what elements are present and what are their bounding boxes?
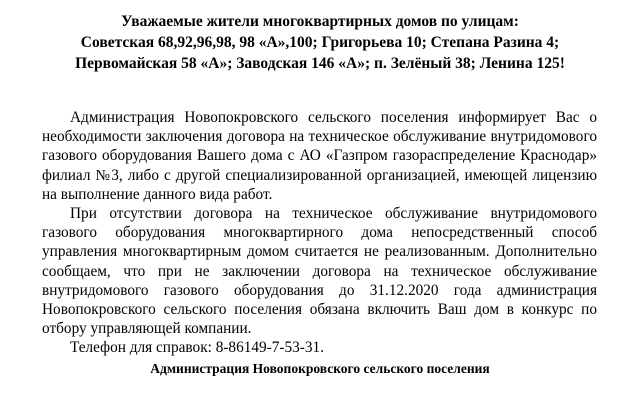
notice-heading — [0, 11, 640, 74]
paragraph-contract-info: Администрация Новопокровского сельского поселения информирует Вас о необходимости заключения договора на техническое обслуживание внутридомового газового оборудования Вашего дома с АО «Газпром газораспределение Краснодар» филиал №3, либо с другой специализированной организацией, имеющей лицензию на выполнение данного вида работ. — [42, 109, 597, 203]
notice-body — [42, 108, 597, 358]
signature: Администрация Новопокровского сельского поселения — [150, 361, 490, 376]
heading-line-2: Советская 68,92,96,98, 98 «А»,100; Григорьева 10; Степана Разина 4; — [80, 34, 560, 51]
heading-line-1: Уважаемые жители многоквартирных домов по улицам: — [121, 13, 519, 30]
paragraph-consequences: При отсутствии договора на техническое обслуживание внутридомового газового оборудования многоквартирного дома непосредственный способ управления многоквартирным домом считается не реализованным. Дополнительно сообщаем, что при не заключении договора на техническое обслуживание внутридомового газового оборудования до 31.12.2020 года администрация Новопокровского сельского поселения обязана включить Ваш дом в конкурс по отбору управляющей компании. — [42, 205, 597, 338]
heading-line-3: Первомайская 58 «А»; Заводская 146 «А»; п. Зелёный 38; Ленина 125! — [75, 55, 565, 72]
phone-line: Телефон для справок: 8-86149-7-53-31. — [70, 339, 325, 357]
